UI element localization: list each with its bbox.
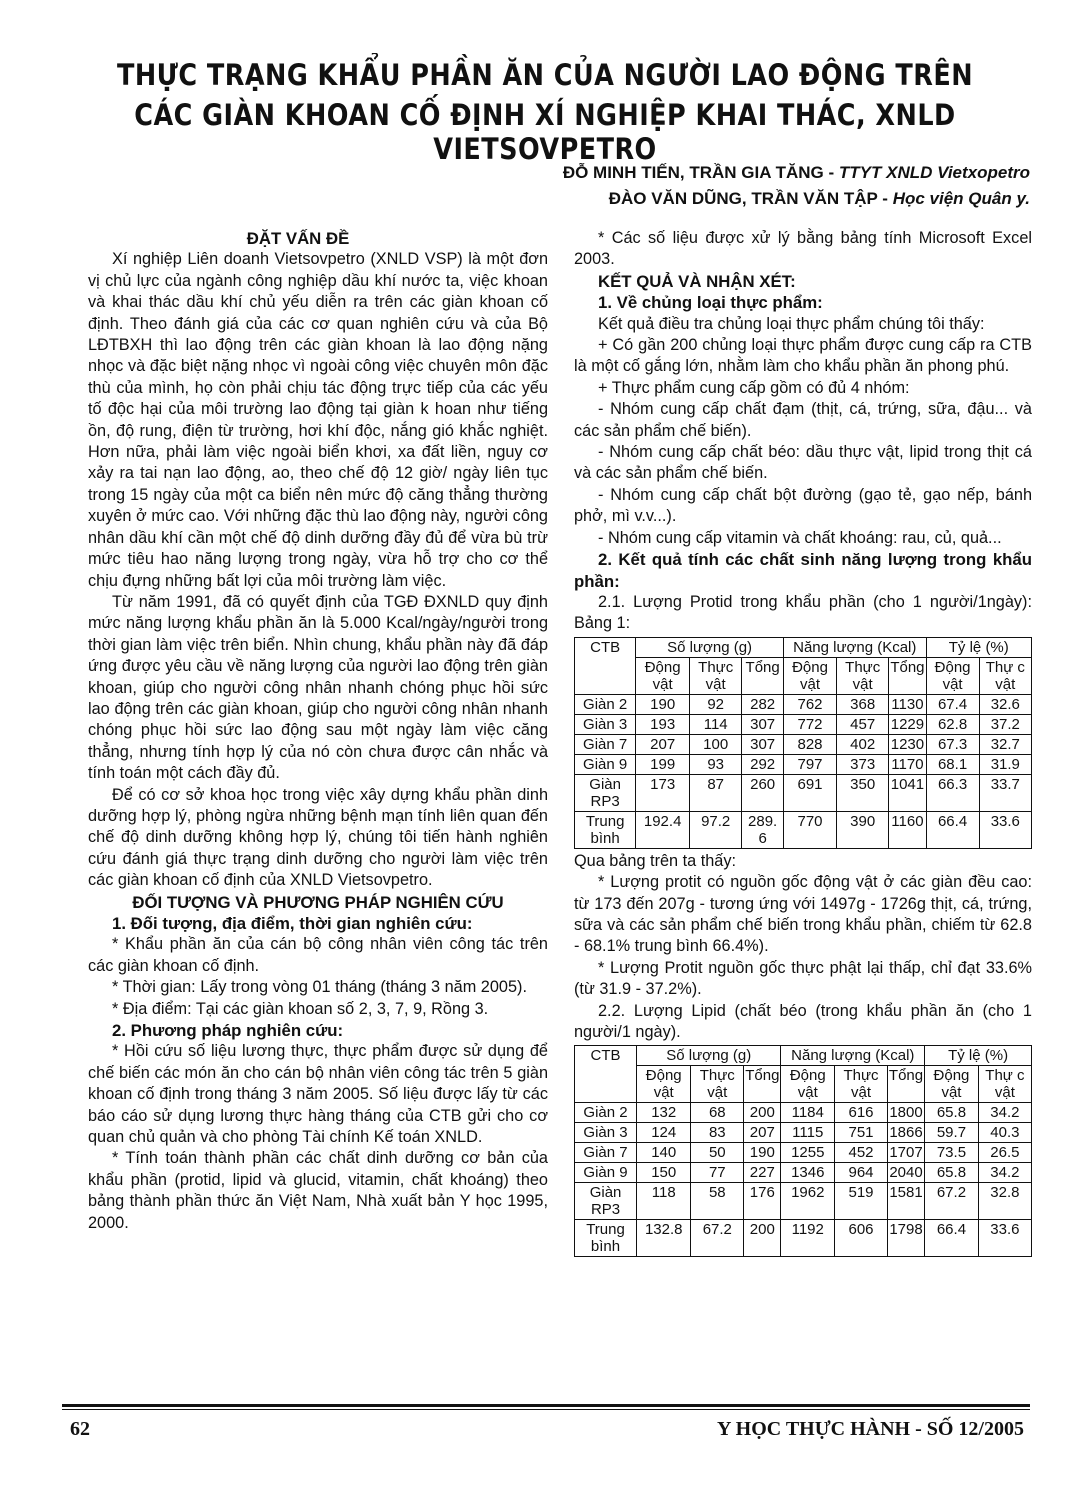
table-row [575,1103,1032,1123]
paragraph: Qua bảng trên ta thấy: [574,851,737,870]
table-cell: 59.7 [925,1123,979,1143]
paragraph: * Hồi cứu số liệu lương thực, thực phẩm được sử dụng để chế biến các món ăn cho cán bộ nhân viên công tác trên 5 giàn khoan cố định trong tháng 3 năm 2005. Số liệu được lấy từ các báo cáo sử dụng lương thực hàng tháng của CTB gửi cho cơ quan chủ quản và cho phòng Tài chính Kế toán XNLD. [88,1042,548,1147]
table-cell: 67.2 [691,1220,744,1257]
table-cell: 307 [742,734,784,754]
journal-name: Y HỌC THỰC HÀNH - SỐ 12/2005 [716,1418,1024,1440]
table-cell: 40.3 [978,1123,1031,1143]
table-header-cell: Tổng [887,1066,924,1103]
table-cell: 92 [690,694,742,714]
subheading: 2. Phương pháp nghiên cứu: [112,1021,344,1041]
table-row [575,694,1032,714]
table-header-cell: Thực vật [837,657,889,694]
table-row [575,714,1032,734]
footer-rule-thin [62,1409,1030,1410]
table-header-cell: Tỷ lệ (%) [925,1046,1032,1066]
table-header-cell: CTB [575,637,636,694]
table-cell: 34.2 [978,1163,1031,1183]
table-cell: 1255 [781,1143,835,1163]
paragraph: 2.1. Lượng Protid trong khẩu phần (cho 1 người/1ngày): Bảng 1: [574,592,1032,633]
table-row [575,811,1032,848]
table-cell: 1581 [887,1183,924,1220]
table-cell: 1962 [781,1183,835,1220]
table-cell: 616 [835,1103,888,1123]
table-cell: 282 [742,694,784,714]
table-cell: 140 [637,1143,691,1163]
section-heading-methods: ĐỐI TƯỢNG VÀ PHƯƠNG PHÁP NGHIÊN CỨU [132,892,504,912]
table-row [575,1183,1032,1220]
table-cell: 32.7 [979,734,1031,754]
table-cell: 124 [637,1123,691,1143]
table-cell: 118 [637,1183,691,1220]
table-cell: 1230 [890,735,925,753]
table-cell: 1707 [889,1144,923,1162]
section-heading-results: KẾT QUẢ VÀ NHẬN XÉT: [598,271,796,291]
table-cell: 58 [691,1183,744,1220]
table-cell: 1184 [781,1103,835,1123]
table-cell: 97.2 [690,811,742,848]
right-column [574,228,1032,1259]
table-cell: 68.1 [926,754,979,774]
table-header-cell: CTB [575,1046,637,1103]
table-cell: 33.7 [979,774,1031,811]
table-cell: 762 [783,694,836,714]
table-cell: 32.6 [979,694,1031,714]
table-cell: 292 [742,754,784,774]
paragraph: Xí nghiệp Liên doanh Vietsovpetro (XNLD VSP) là một đơn vị chủ lực của ngành công nghiệp dầu khí nước ta, việc khoan và khai thác dầu khí chủ yếu diễn ra trên các giàn khoan cố định. Theo đánh giá của các cơ quan nghiên cứu và của Bộ LĐTBXH thì lao động trên các giàn khoan là lao động nặng nhọc và đặc biệt nặng nhọc vì ngoài công việc chuyên môn đặc thù của mình, họ còn phải chịu tác động trực tiếp của các yếu tố độc hại của môi trường lao động tại giàn k hoan như tiếng ồn, độ rung, điện từ trường, hơi khí độc, nắng gió khắc nghiệt. Hơn nữa, phải làm việc ngoài biển khơi, xa đất liền, nguy cơ xảy ra tai nạn lao động, ao, theo chế độ 12 giờ/ ngày liên tục trong 15 ngày của một ca biển nên mức độ căng thẳng thường xuyên ở mức cao. Với những đặc thù lao động này, người công nhân dầu khí cần một chế độ dinh dưỡng đầy đủ để vừa bù trừ mức tiêu hao năng lượng trong ngày, vừa hỗ trợ cho cơ thể chịu đựng những bất lợi của môi trường làm việc. [88,250,548,590]
left-column [88,228,548,1234]
table-cell: 2040 [889,1164,923,1182]
page-number: 62 [70,1418,90,1440]
table-cell: 73.5 [925,1143,979,1163]
paragraph: - Nhóm cung cấp chất bột đường (gạo tẻ, gạo nếp, bánh phở, mì v.v...). [574,485,1032,526]
table-cell: 77 [691,1163,744,1183]
table-cell: 200 [744,1103,781,1123]
table-cell: 37.2 [979,714,1031,734]
table-cell: 87 [690,774,742,811]
paragraph: + Thực phẩm cung cấp gồm có đủ 4 nhóm: [598,378,910,397]
table-cell: 828 [783,734,836,754]
paragraph: - Nhóm cung cấp chất béo: dầu thực vật, lipid trong thịt cá và các sản phẩm chế biến. [574,443,1032,483]
table-cell: Trung bình [575,1220,637,1257]
table-cell: 31.9 [979,754,1031,774]
title-line-1: THỰC TRẠNG KHẨU PHẦN ĂN CỦA NGƯỜI LAO ĐỘNG TRÊN [116,58,974,92]
table-cell: 199 [636,754,690,774]
table-header-cell: Thự c vật [978,1066,1031,1103]
table-header-cell: Số lượng (g) [636,637,784,657]
table-cell: 1041 [889,774,926,811]
table-cell: 452 [835,1143,888,1163]
table-cell: 207 [636,734,690,754]
table-cell: Giàn 2 [575,1103,637,1123]
table-cell: 1346 [781,1163,835,1183]
table-cell: 33.6 [979,811,1031,848]
table-cell: 402 [837,734,889,754]
paragraph: * Khẩu phần ăn của cán bộ công nhân viên công tác trên các giàn khoan cố định. [88,935,548,975]
table-header-cell: Thực vật [690,657,742,694]
table-cell: 67.4 [926,694,979,714]
table-cell: 32.8 [978,1183,1031,1220]
subheading: 1. Về chủng loại thực phẩm: [598,293,823,313]
table-cell: 132.8 [637,1220,691,1257]
paragraph: * Tính toán thành phần các chất dinh dưỡng cơ bản của khẩu phần (protid, lipid và glucid, vitamin, chất khoáng) theo bảng thành phần thức ăn Việt Nam, Nhà xuất bản Y học 1995, 2000. [88,1149,548,1232]
table-cell: Trung bình [575,811,636,848]
subheading: 1. Đối tượng, địa điểm, thời gian nghiên cứu: [112,914,473,933]
table-cell: 368 [837,694,889,714]
table-row [575,1163,1032,1183]
table-cell: 519 [835,1183,888,1220]
table-row [575,1220,1032,1257]
table-cell: 373 [837,754,889,774]
table-cell: 227 [744,1163,781,1183]
table-protid [574,637,1032,849]
table-cell: 62.8 [926,714,979,734]
paragraph: - Nhóm cung cấp chất đạm (thịt, cá, trứng, sữa, đậu... và các sản phẩm chế biến). [574,400,1032,440]
table-cell: 200 [744,1220,781,1257]
table-cell: Giàn 7 [575,1143,637,1163]
table-cell: 1800 [889,1104,923,1122]
paragraph: * Lượng Protit nguồn gốc thực phật lại thấp, chỉ đạt 33.6% (từ 31.9 - 37.2%). [574,958,1032,999]
table-cell: 114 [690,714,742,734]
table-cell: 192.4 [636,811,690,848]
table-cell: Giàn 3 [575,1123,637,1143]
title-line-2: CÁC GIÀN KHOAN CỐ ĐỊNH XÍ NGHIỆP KHAI THÁC, XNLD VIETSOVPETRO [134,98,956,166]
table-cell: 390 [837,811,889,848]
table-cell: 770 [783,811,836,848]
table-header-cell: Động vật [925,1066,979,1103]
table-header-cell: Động vật [637,1066,691,1103]
table-row [575,1143,1032,1163]
subheading: 2. Kết quả tính các chất sinh năng lượng trong khẩu phần: [574,550,1032,591]
table-cell: 173 [636,774,690,811]
paragraph: Từ năm 1991, đã có quyết định của TGĐ ĐXNLD quy định mức năng lượng khẩu phần ăn là 5.000 Kcal/ngày/người trong thời gian làm việc trên biển. Nhìn chung, khẩu phần này đã đáp ứng được yêu cầu về năng lượng của người lao động trên giàn khoan, giúp cho người công nhân nhanh chóng phục hồi sức lao động trên các giàn khoan, giúp cho người công nhân nhanh chóng phục hồi sức lao động sau một ngày làm việc căng thẳng, nhưng tính hợp lý của nó còn chưa được cân nhắc và tính toán một cách đầy đủ. [88,592,548,783]
table-cell: 1115 [781,1123,835,1143]
table-cell: Giàn 3 [575,714,636,734]
table-cell: 964 [835,1163,888,1183]
paragraph: * Thời gian: Lấy trong vòng 01 tháng (tháng 3 năm 2005). [112,978,527,997]
table-cell: 67.3 [926,734,979,754]
table-cell: 65.8 [925,1103,979,1123]
table-body [575,694,1032,848]
table-cell: 606 [835,1220,888,1257]
table-header-cell: Số lượng (g) [637,1046,781,1066]
table-header-cell: Tỷ lệ (%) [926,637,1031,657]
table-cell: Giàn RP3 [575,1183,637,1220]
paragraph: Kết quả điều tra chủng loại thực phẩm chúng tôi thấy: [598,314,985,333]
table-cell: 751 [835,1123,888,1143]
table-cell: 350 [837,774,889,811]
author-line-2: ĐÀO VĂN DŨNG, TRẦN VĂN TẬP - Học viện Quân y. [608,189,1030,208]
table-cell: 150 [637,1163,691,1183]
table-row [575,774,1032,811]
section-heading-intro: ĐẶT VẤN ĐỀ [246,229,350,248]
table-cell: 457 [837,714,889,734]
table-header-cell: Tổng [742,657,784,694]
table-cell: 176 [744,1183,781,1220]
table-header-cell: Thực vật [835,1066,888,1103]
table-cell: 1192 [781,1220,835,1257]
table-cell: 132 [637,1103,691,1123]
table-cell: 190 [744,1143,781,1163]
table-cell: 100 [690,734,742,754]
table-cell: 1130 [889,694,926,714]
table-cell: 289. 6 [742,811,784,848]
table-cell: 65.8 [925,1163,979,1183]
table-cell: 50 [691,1143,744,1163]
table-cell: 797 [783,754,836,774]
table-row [575,754,1032,774]
table-row [575,734,1032,754]
table-header-cell: Năng lượng (Kcal) [783,637,926,657]
paragraph: * Địa điểm: Tại các giàn khoan số 2, 3, 7, 9, Rồng 3. [112,999,489,1018]
table-cell: 190 [636,694,690,714]
table-cell: 260 [742,774,784,811]
table-cell: 26.5 [978,1143,1031,1163]
table-cell: 83 [691,1123,744,1143]
table-cell: 68 [691,1103,744,1123]
table-cell: 691 [783,774,836,811]
table-cell: 1170 [889,754,926,774]
table-header-cell: Thự c vật [979,657,1031,694]
paragraph: - Nhóm cung cấp vitamin và chất khoáng: rau, củ, quả... [598,528,1002,547]
table-cell: Giàn 7 [575,734,636,754]
paragraph: * Lượng protit có nguồn gốc động vật ở các giàn đều cao: từ 173 đến 207g - tương ứng với 1497g - 1726g thịt, cá, trứng, sữa và các sản phẩm chế biến trong khẩu phần, chiếm từ 62.8 - 68.1% trung bình 66.4%). [574,873,1032,956]
author-line-1: ĐỖ MINH TIẾN, TRẦN GIA TĂNG - TTYT XNLD Vietxopetro [562,163,1030,182]
table-cell: Giàn 9 [575,1163,637,1183]
table-header-cell: Động vật [636,657,690,694]
table-cell: 772 [783,714,836,734]
table-header-cell: Động vật [926,657,979,694]
paragraph: 2.2. Lượng Lipid (chất béo (trong khẩu phần ăn (cho 1 người/1 ngày). [574,1001,1032,1041]
table-cell: 1866 [889,1124,923,1142]
table-header-cell: Thực vật [691,1066,744,1103]
table-cell: 193 [636,714,690,734]
table-header-cell: Năng lượng (Kcal) [781,1046,925,1066]
authors [563,160,1030,212]
table-row [575,1123,1032,1143]
table-lipid [574,1045,1032,1257]
table-cell: Giàn 9 [575,754,636,774]
table-header-cell: Động vật [783,657,836,694]
table-cell: 93 [690,754,742,774]
table-cell: 66.3 [926,774,979,811]
table-body [575,1103,1032,1257]
table-header-cell: Tổng [744,1066,781,1103]
table-cell: 207 [744,1123,781,1143]
table-cell: 1160 [889,811,926,848]
table-cell: 66.4 [926,811,979,848]
table-cell: 67.2 [925,1183,979,1220]
table-header-cell: Tổng [889,657,926,694]
footer-rule [62,1404,1030,1407]
table-cell: Giàn RP3 [575,774,636,811]
table-cell: 1229 [890,715,925,733]
table-cell: 33.6 [978,1220,1031,1257]
table-cell: 1798 [887,1220,924,1257]
table-cell: 66.4 [925,1220,979,1257]
table-cell: Giàn 2 [575,694,636,714]
paragraph: * Các số liệu được xử lý bằng bảng tính Microsoft Excel 2003. [574,229,1032,269]
table-cell: 34.2 [978,1103,1031,1123]
paragraph: + Có gần 200 chủng loại thực phẩm được cung cấp ra CTB là một cố gắng lớn, nhằm làm cho khẩu phần ăn phong phú. [574,336,1032,376]
table-cell: 307 [742,714,784,734]
paragraph: Để có cơ sở khoa học trong việc xây dựng khẩu phần dinh dưỡng hợp lý, phòng ngừa những bệnh mạn tính liên quan đến chế độ dinh dưỡng không hợp lý, chúng tôi tiến hành nghiên cứu đánh giá thực trạng dinh dưỡng cho người làm việc trên các giàn khoan cố định của XNLD Vietsovpetro. [88,785,548,890]
table-header-cell: Động vật [781,1066,835,1103]
